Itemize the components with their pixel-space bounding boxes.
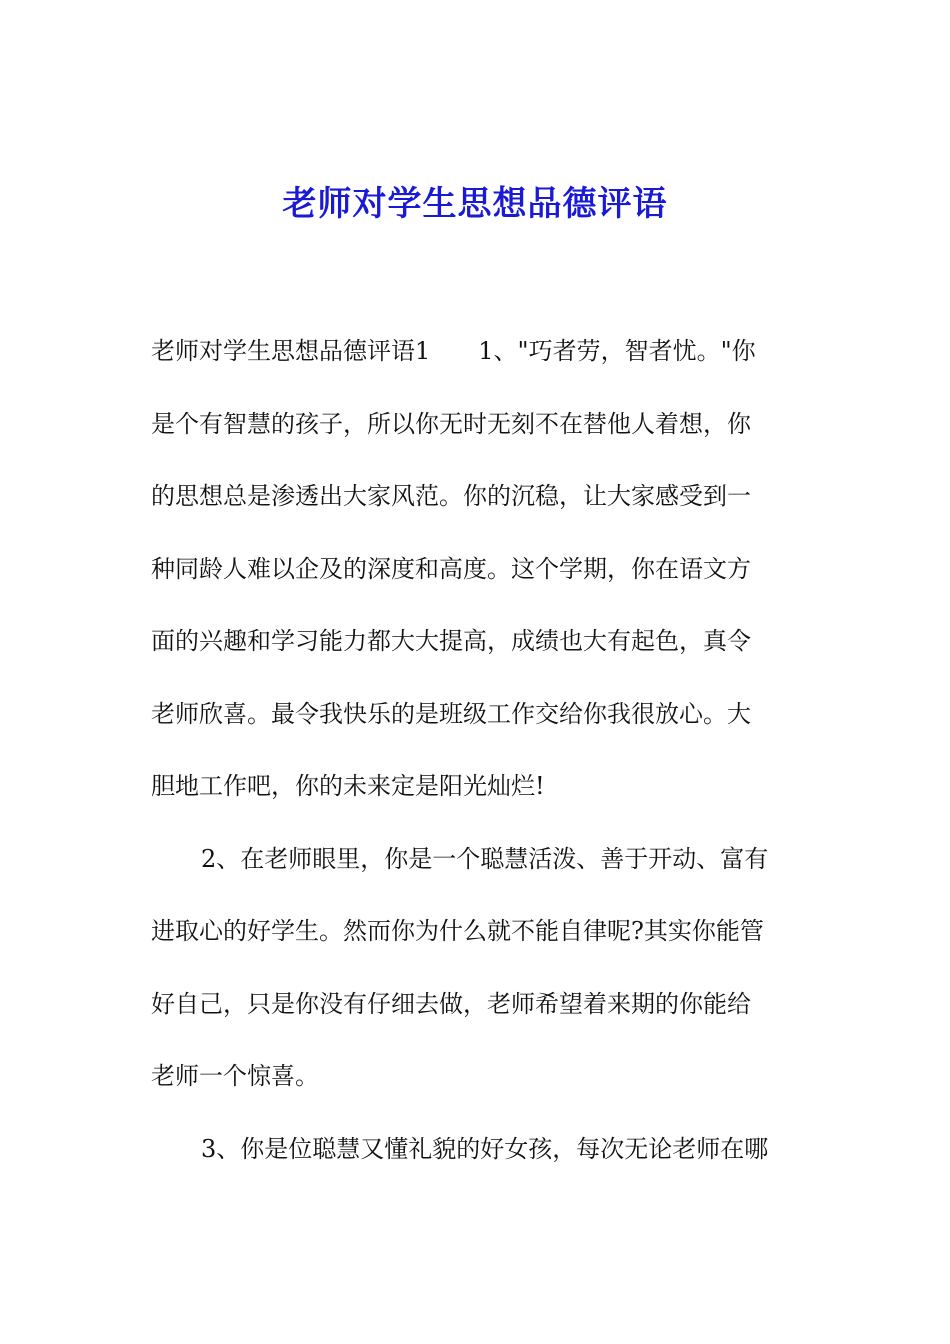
paragraph-line: 老师对学生思想品德评语1 1、"巧者劳，智者忧。"你 [151, 337, 756, 365]
document-title: 老师对学生思想品德评语 [282, 184, 668, 224]
document-body [151, 327, 801, 1197]
paragraph-line: 老师欣喜。最令我快乐的是班级工作交给你我很放心。大 [151, 699, 751, 728]
paragraph-line: 是个有智慧的孩子，所以你无时无刻不在替他人着想，你 [151, 409, 751, 438]
paragraph-line: 面的兴趣和学习能力都大大提高，成绩也大有起色，真令 [151, 627, 751, 655]
paragraph-line: 2、在老师眼里，你是一个聪慧活泼、善于开动、富有 [201, 844, 769, 873]
paragraph-line: 进取心的好学生。然而你为什么就不能自律呢?其实你能管 [151, 917, 764, 945]
paragraph-line: 好自己，只是你没有仔细去做，老师希望着来期的你能给 [151, 989, 751, 1018]
paragraph-line: 3、你是位聪慧又懂礼貌的好女孩，每次无论老师在哪 [201, 1134, 769, 1163]
paragraph-line: 的思想总是渗透出大家风范。你的沉稳，让大家感受到一 [151, 482, 751, 510]
paragraph-line: 胆地工作吧，你的未来定是阳光灿烂! [151, 772, 545, 800]
paragraph-line: 老师一个惊喜。 [151, 1062, 319, 1090]
paragraph-line: 种同龄人难以企及的深度和高度。这个学期，你在语文方 [151, 554, 751, 583]
